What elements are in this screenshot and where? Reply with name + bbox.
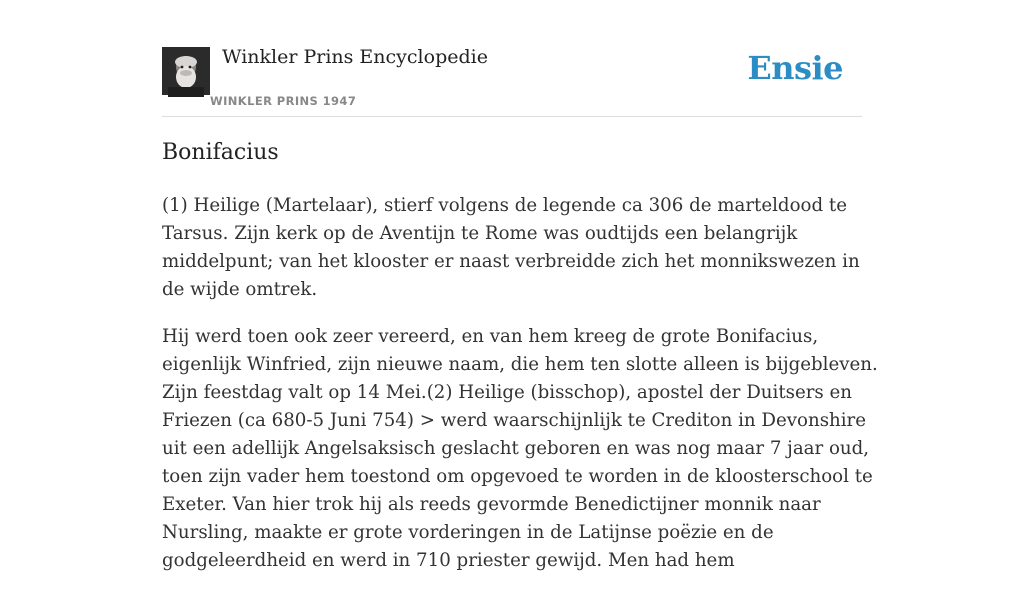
site-title[interactable]: Winkler Prins Encyclopedie <box>222 46 488 68</box>
bearded-portrait-icon <box>162 47 210 95</box>
article-body <box>162 192 882 594</box>
article-paragraph: (1) Heilige (Martelaar), stierf volgens de legende ca 306 de marteldood te Tarsus. Zijn kerk op de Aventijn te Rome was oudtijds een belangrijk middelpunt; van het klooster er naast verbreidde zich het monnikswezen in de wijde omtrek. <box>162 195 860 300</box>
article-paragraph: Hij werd toen ook zeer vereerd, en van hem kreeg de grote Bonifacius, eigenlijk Winfried, zijn nieuwe naam, die hem ten slotte alleen is bijgebleven. Zijn feestdag valt op 14 Mei.(2) Heilige (bisschop), apostel der Duitsers en Friezen (ca 680-5 Juni 754) > werd waarschijnlijk te Crediton in Devonshire uit een adellijk Angelsaksisch geslacht geboren en was nog maar 7 jaar oud, toen zijn vader hem toestond om opgevoed te worden in de kloosterschool te Exeter. Van hier trok hij als reeds gevormde Benedictijner monnik naar Nursling, maakte er grote vorderingen in de Latijnse poëzie en de godgeleerdheid en werd in 710 priester gewijd. Men had hem <box>162 326 878 571</box>
brand-logo[interactable]: Ensie <box>747 49 843 87</box>
edition-label[interactable]: WINKLER PRINS 1947 <box>210 94 357 108</box>
site-header <box>162 45 862 117</box>
avatar[interactable] <box>162 47 210 95</box>
article-title: Bonifacius <box>162 140 279 165</box>
